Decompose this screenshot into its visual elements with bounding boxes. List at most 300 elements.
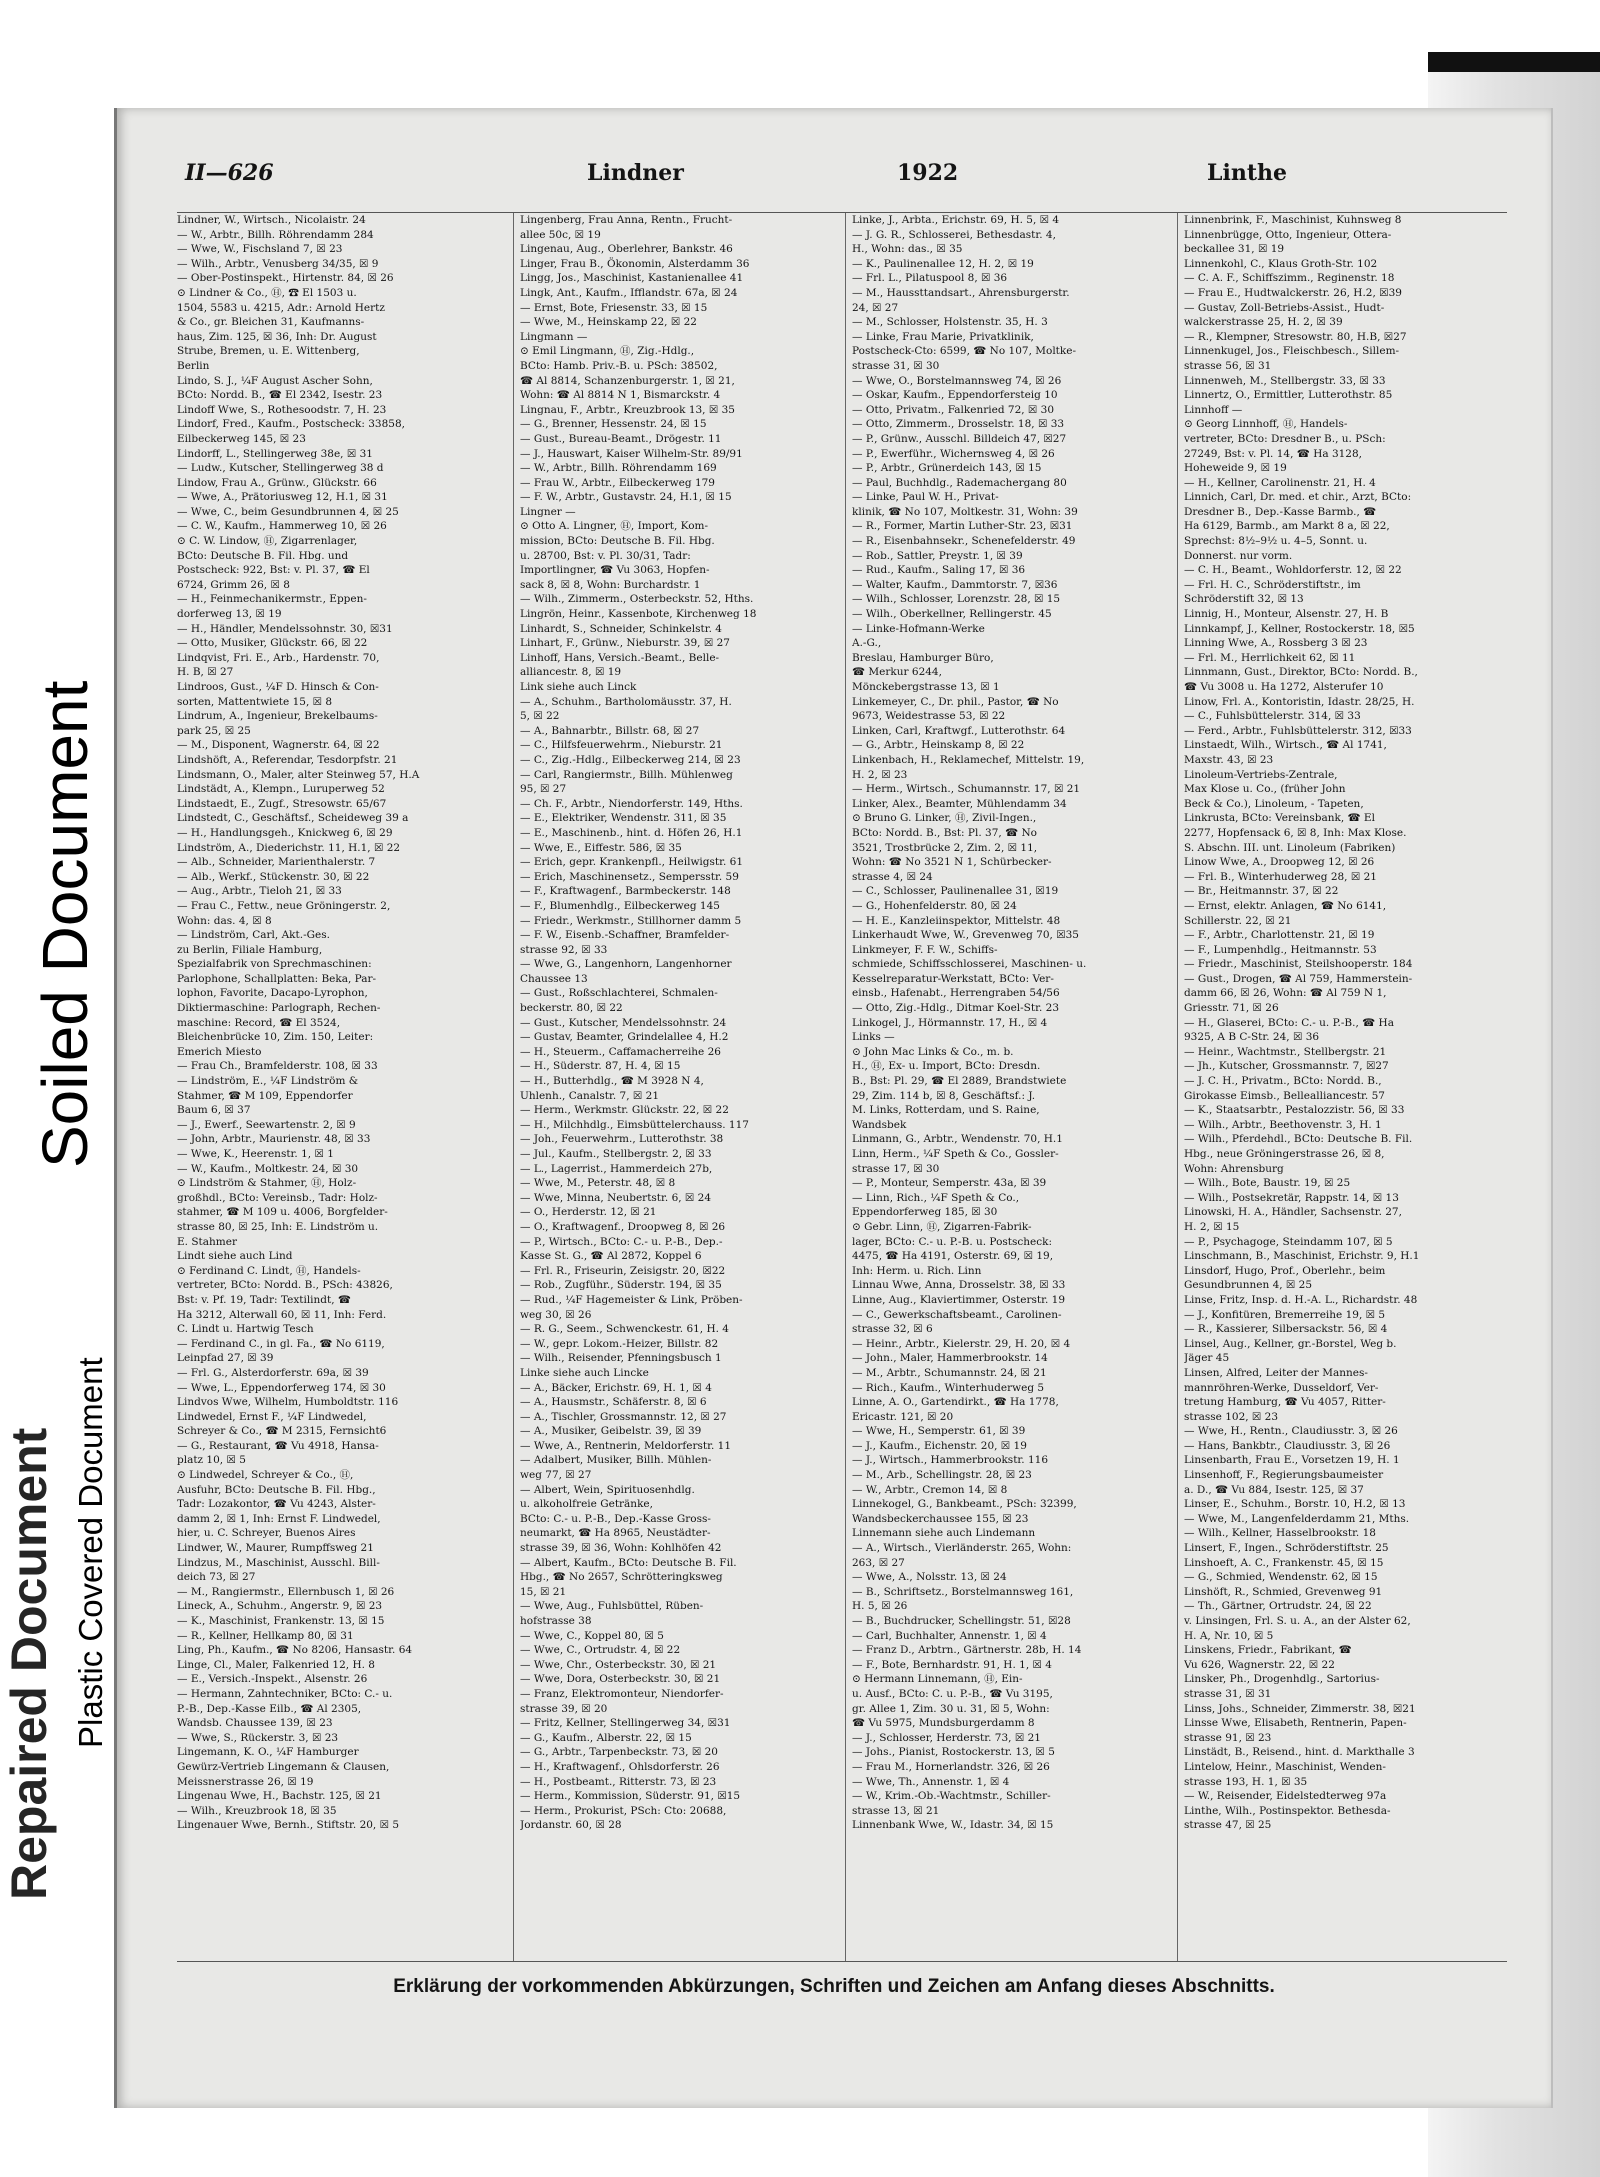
directory-entry-line: — Gust., Kutscher, Mendelssohnstr. 24 bbox=[520, 1016, 727, 1029]
directory-entry-line: — Hermann, Zahntechniker, BCto: C.- u. bbox=[177, 1687, 393, 1700]
directory-entry-line: 2277, Hopfensack 6, ☒ 8, Inh: Max Klose. bbox=[1184, 826, 1407, 839]
directory-entry-line: Wandsb. Chaussee 139, ☒ 23 bbox=[177, 1717, 333, 1730]
directory-entry-line: — Wwe, E., Eiffestr. 586, ☒ 35 bbox=[520, 841, 682, 854]
directory-entry-line: Linse, Fritz, Insp. d. H.-A. L., Richardstr. 48 bbox=[1184, 1293, 1418, 1306]
directory-entry-line: — Wwe, Th., Annenstr. 1, ☒ 4 bbox=[852, 1775, 1010, 1788]
directory-entry-line: — Rob., Zugführ., Süderstr. 194, ☒ 35 bbox=[520, 1279, 722, 1292]
directory-entry-line: B., Bst: Pl. 29, ☎ El 2889, Brandstwiete bbox=[852, 1075, 1067, 1088]
directory-entry-line: Linke, J., Arbta., Erichstr. 69, H. 5, ☒ 4 bbox=[852, 214, 1060, 226]
directory-entry-line: — Rob., Sattler, Preystr. 1, ☒ 39 bbox=[852, 549, 1023, 562]
directory-entry-line: u. alkoholfreie Getränke, bbox=[520, 1498, 653, 1511]
directory-entry-line: — H., Glaserei, BCto: C.- u. P.-B., ☎ Ha bbox=[1184, 1016, 1394, 1029]
directory-entry-line: — K., Maschinist, Frankenstr. 13, ☒ 15 bbox=[177, 1615, 385, 1627]
directory-entry-line: Wandsbeckerchaussee 155, ☒ 23 bbox=[852, 1512, 1029, 1525]
directory-entry-line: walckerstrasse 25, H. 2, ☒ 39 bbox=[1184, 316, 1343, 329]
directory-entry-line: — Rud., ¼F Hagemeister & Link, Pröben- bbox=[520, 1293, 743, 1306]
directory-entry-line: deich 73, ☒ 27 bbox=[177, 1571, 256, 1584]
plastic-covered-document-label: Plastic Covered Document bbox=[72, 1357, 109, 1748]
directory-entry-line: Linnenkugel, Jos., Fleischbesch., Sillem- bbox=[1184, 345, 1400, 358]
directory-entry-line: damm 66, ☒ 26, Wohn: ☎ Al 759 N 1, bbox=[1184, 987, 1387, 1000]
directory-entry-line: — Rich., Kaufm., Winterhuderweg 5 bbox=[852, 1381, 1045, 1394]
directory-entry-line: — H., Steuerm., Caffamacherreihe 26 bbox=[520, 1045, 721, 1058]
directory-entry-line: Lingenberg, Frau Anna, Rentn., Frucht- bbox=[520, 214, 733, 226]
directory-entry-line: ☎ Vu 5975, Mundsburgerdamm 8 bbox=[852, 1717, 1035, 1730]
directory-entry-line: — F., Arbtr., Charlottenstr. 21, ☒ 19 bbox=[1184, 929, 1375, 942]
directory-entry-line: 27249, Bst: v. Pl. 14, ☎ Ha 3128, bbox=[1184, 447, 1363, 460]
directory-entry-line: Girokasse Eimsb., Bellealliancestr. 57 bbox=[1184, 1089, 1385, 1102]
directory-entry-line: Linsdorf, Hugo, Prof., Oberlehr., beim bbox=[1184, 1264, 1386, 1277]
directory-entry-line: ⊙ Gebr. Linn, Ⓗ, Zigarren-Fabrik- bbox=[852, 1220, 1032, 1233]
directory-entry-line: Bst: v. Pf. 19, Tadr: Textilindt, ☎ bbox=[177, 1293, 351, 1306]
directory-entry-line: — Gust., Roßschlachterei, Schmalen- bbox=[520, 987, 718, 1000]
directory-entry-line: strasse 47, ☒ 25 bbox=[1184, 1819, 1272, 1832]
header-first-entry-word: Lindner bbox=[587, 160, 684, 186]
directory-entry-line: — Walter, Kaufm., Dammtorstr. 7, ☒36 bbox=[852, 578, 1058, 591]
directory-entry-line: — John., Maler, Hammerbrookstr. 14 bbox=[852, 1352, 1048, 1365]
directory-entry-line: Linnenbank Wwe, W., Idastr. 34, ☒ 15 bbox=[852, 1819, 1054, 1832]
directory-entry-line: Lindner, W., Wirtsch., Nicolaistr. 24 bbox=[177, 214, 366, 226]
directory-entry-line: — Frau E., Hudtwalckerstr. 26, H.2, ☒39 bbox=[1184, 286, 1402, 299]
directory-entry-line: — Adalbert, Musiker, Billh. Mühlen- bbox=[520, 1454, 712, 1467]
directory-entry-line: Lindoff Wwe, S., Rothesoodstr. 7, H. 23 bbox=[177, 403, 387, 416]
directory-entry-line: — W., Kaufm., Moltkestr. 24, ☒ 30 bbox=[177, 1162, 359, 1175]
directory-entry-line: Lindström, A., Diederichstr. 11, H.1, ☒ 22 bbox=[177, 841, 401, 854]
directory-entry-line: — Gustav, Zoll-Betriebs-Assist., Hudt- bbox=[1184, 301, 1385, 314]
directory-entry-line: — Wilh., Schlosser, Lorenzstr. 28, ☒ 15 bbox=[852, 593, 1061, 606]
directory-entry-line: u. Ausf., BCto: C. u. P.-B., ☎ Vu 3195, bbox=[852, 1687, 1053, 1700]
directory-entry-line: haus, Zim. 125, ☒ 36, Inh: Dr. August bbox=[177, 330, 377, 343]
directory-entry-line: beckerstr. 80, ☒ 22 bbox=[520, 1002, 623, 1015]
directory-entry-line: — Joh., Feuerwehrm., Lutterothstr. 38 bbox=[520, 1133, 724, 1146]
directory-entry-line: — W., Arbtr., Billh. Röhrendamm 284 bbox=[177, 228, 374, 241]
directory-entry-line: — K., Paulinenallee 12, H. 2, ☒ 19 bbox=[852, 257, 1034, 270]
directory-entry-line: — A., Bahnarbtr., Billstr. 68, ☒ 27 bbox=[520, 724, 700, 737]
directory-entry-line: — R., Kellner, Hellkamp 80, ☒ 31 bbox=[177, 1629, 354, 1642]
directory-entry-line: — Gust., Drogen, ☎ Al 759, Hammerstein- bbox=[1184, 972, 1413, 985]
directory-entry-line: Linnenbrügge, Otto, Ingenieur, Ottera- bbox=[1184, 228, 1392, 241]
repaired-document-label: Repaired Document bbox=[1, 1427, 57, 1900]
directory-entry-line: — F., Blumenhdlg., Eilbeckerweg 145 bbox=[520, 899, 720, 912]
directory-entry-line: — Wilh., Kreuzbrook 18, ☒ 35 bbox=[177, 1804, 337, 1817]
directory-entry-line: — Ch. F., Arbtr., Niendorferstr. 149, Hths. bbox=[520, 797, 743, 810]
directory-entry-line: Chaussee 13 bbox=[520, 972, 588, 985]
directory-entry-line: — Alb., Schneider, Marienthalerstr. 7 bbox=[177, 856, 376, 869]
directory-entry-line: vertreter, BCto: Nordd. B., PSch: 43826, bbox=[177, 1279, 393, 1292]
directory-entry-line: — Carl, Rangiermstr., Billh. Mühlenweg bbox=[520, 768, 733, 781]
directory-entry-line: — Wwe, Dora, Osterbeckstr. 30, ☒ 21 bbox=[520, 1673, 721, 1686]
directory-entry-line: — Wwe, C., Koppel 80, ☒ 5 bbox=[520, 1629, 664, 1642]
directory-entry-line: ⊙ Emil Lingmann, Ⓗ, Zig.-Hdlg., bbox=[520, 345, 695, 358]
directory-entry-line: — C. A. F., Schiffszimm., Reginenstr. 18 bbox=[1184, 272, 1395, 285]
directory-entry-line: Linning Wwe, A., Rossberg 3 ☒ 23 bbox=[1184, 637, 1368, 650]
directory-entry-line: mission, BCto: Deutsche B. Fil. Hbg. bbox=[520, 535, 715, 548]
directory-entry-line: — F. W., Eisenb.-Schaffner, Bramfelder- bbox=[520, 929, 730, 942]
directory-entry-line: — G., Arbtr., Heinskamp 8, ☒ 22 bbox=[852, 739, 1025, 752]
directory-entry-line: Eilbeckerweg 145, ☒ 23 bbox=[177, 432, 306, 445]
directory-entry-line: BCto: Deutsche B. Fil. Hbg. und bbox=[177, 549, 349, 562]
directory-entry-line: 95, ☒ 27 bbox=[520, 783, 567, 796]
directory-entry-line: Postscheck: 922, Bst: v. Pl. 37, ☎ El bbox=[177, 564, 370, 577]
directory-entry-line: — Br., Heitmannstr. 37, ☒ 22 bbox=[1184, 885, 1339, 898]
directory-entry-line: Linnmann, Gust., Direktor, BCto: Nordd. B., bbox=[1184, 666, 1418, 679]
directory-entry-line: Meissnerstrasse 26, ☒ 19 bbox=[177, 1775, 314, 1788]
header-last-entry-word: Linthe bbox=[1207, 160, 1287, 186]
directory-entry-line: Linnau Wwe, Anna, Drosselstr. 38, ☒ 33 bbox=[852, 1279, 1066, 1292]
directory-entry-line: schmiede, Schiffsschlosserei, Maschinen- u. bbox=[852, 958, 1087, 971]
directory-entry-line: — Otto, Privatm., Falkenried 72, ☒ 30 bbox=[852, 403, 1055, 416]
directory-entry-line: Linmann, G., Arbtr., Wendenstr. 70, H.1 bbox=[852, 1133, 1063, 1146]
directory-entry-line: Linker, Alex., Beamter, Mühlendamm 34 bbox=[852, 797, 1067, 810]
directory-entry-line: P.-B., Dep.-Kasse Eilb., ☎ Al 2305, bbox=[177, 1702, 362, 1715]
directory-entry-line: BCto: Hamb. Priv.-B. u. PSch: 38502, bbox=[520, 359, 718, 372]
directory-entry-line: Linsert, F., Ingen., Schröderstiftstr. 25 bbox=[1184, 1542, 1389, 1555]
directory-entry-line: park 25, ☒ 25 bbox=[177, 724, 251, 737]
directory-entry-line: — M., Haussttandsart., Ahrensburgerstr. bbox=[852, 286, 1070, 299]
directory-entry-line: — W., Arbtr., Cremon 14, ☒ 8 bbox=[852, 1483, 1008, 1496]
directory-entry-line: Linne, Aug., Klaviertimmer, Osterstr. 19 bbox=[852, 1293, 1066, 1306]
directory-entry-line: — Albert, Kaufm., BCto: Deutsche B. Fil. bbox=[520, 1556, 737, 1569]
directory-entry-line: — W., Reisender, Eidelstedterweg 97a bbox=[1184, 1790, 1387, 1803]
directory-entry-line: Linken, Carl, Kraftwgf., Lutterothstr. 64 bbox=[852, 724, 1066, 737]
directory-entry-line: Lingrön, Heinr., Kassenbote, Kirchenweg 18 bbox=[520, 608, 757, 621]
directory-entry-line: — R. G., Seem., Schwenckestr. 61, H. 4 bbox=[520, 1323, 729, 1336]
directory-entry-line: — J. C. H., Privatm., BCto: Nordd. B., bbox=[1184, 1075, 1382, 1088]
directory-entry-line: — Linke, Paul W. H., Privat- bbox=[852, 491, 999, 504]
directory-entry-line: — Wwe, C., Ortrudstr. 4, ☒ 22 bbox=[520, 1644, 681, 1657]
directory-entry-line: — Frau W., Arbtr., Eilbeckerweg 179 bbox=[520, 476, 715, 489]
directory-entry-line: — Wwe, G., Langenhorn, Langenhorner bbox=[520, 958, 732, 971]
directory-entry-line: — Heinr., Arbtr., Kielerstr. 29, H. 20, ☒ 4 bbox=[852, 1337, 1071, 1350]
directory-entry-line: Baum 6, ☒ 37 bbox=[177, 1104, 251, 1117]
directory-entry-line: E. Stahmer bbox=[177, 1235, 237, 1248]
directory-entry-line: platz 10, ☒ 5 bbox=[177, 1454, 246, 1467]
directory-entry-line: Linn, Herm., ¼F Speth & Co., Gossler- bbox=[852, 1148, 1059, 1160]
directory-entry-line: — E., Elektriker, Wendenstr. 311, ☒ 35 bbox=[520, 812, 727, 825]
directory-entry-line: Linskens, Friedr., Fabrikant, ☎ bbox=[1184, 1644, 1352, 1657]
directory-entry-line: Linkerhaudt Wwe, W., Grevenweg 70, ☒35 bbox=[852, 929, 1079, 942]
directory-entry-line: — Ernst, elektr. Anlagen, ☎ No 6141, bbox=[1184, 899, 1387, 912]
directory-entry-line: — A., Musiker, Geibelstr. 39, ☒ 39 bbox=[520, 1425, 702, 1438]
page-number: II—626 bbox=[185, 160, 274, 186]
directory-entry-line: beckallee 31, ☒ 19 bbox=[1184, 243, 1285, 256]
directory-entry-line: — M., Arb., Schellingstr. 28, ☒ 23 bbox=[852, 1469, 1032, 1482]
directory-entry-line: Griesstr. 71, ☒ 26 bbox=[1184, 1002, 1279, 1015]
directory-entry-line: ⊙ Lindwedel, Schreyer & Co., Ⓗ, bbox=[177, 1469, 354, 1482]
directory-entry-line: Link siehe auch Linck bbox=[520, 681, 637, 693]
directory-entry-line: strasse 31, ☒ 31 bbox=[1184, 1687, 1272, 1700]
directory-entry-line: — Oskar, Kaufm., Eppendorfersteig 10 bbox=[852, 389, 1058, 402]
directory-entry-line: Linnkampf, J., Kellner, Rostockerstr. 18, ☒5 bbox=[1184, 622, 1415, 635]
directory-entry-line: Lindroos, Gust., ¼F D. Hinsch & Con- bbox=[177, 681, 379, 693]
directory-entry-line: H. A, Nr. 10, ☒ 5 bbox=[1184, 1629, 1274, 1642]
directory-entry-line: Lindwedel, Ernst F., ¼F Lindwedel, bbox=[177, 1410, 367, 1423]
directory-entry-line: klinik, ☎ No 107, Moltkestr. 31, Wohn: 39 bbox=[852, 505, 1078, 518]
directory-entry-line: — H., Feinmechanikermstr., Eppen- bbox=[177, 593, 367, 606]
directory-entry-line: — A., Schuhm., Bartholomäusstr. 37, H. bbox=[520, 695, 732, 708]
directory-entry-line: Wohn: ☎ Al 8814 N 1, Bismarckstr. 4 bbox=[520, 389, 721, 402]
directory-entry-line: — H., Händler, Mendelssohnstr. 30, ☒31 bbox=[177, 622, 393, 635]
directory-entry-line: — Wilh., Arbtr., Venusberg 34/35, ☒ 9 bbox=[177, 257, 379, 270]
directory-entry-line: — Herm., Prokurist, PSch: Cto: 20688, bbox=[520, 1804, 727, 1817]
directory-entry-line: dorferweg 13, ☒ 19 bbox=[177, 608, 282, 621]
directory-entry-line: — Lindström, E., ¼F Lindström & bbox=[177, 1075, 359, 1088]
directory-entry-line: — G., Kaufm., Alberstr. 22, ☒ 15 bbox=[520, 1731, 692, 1744]
directory-entry-line: Lingenauer Wwe, Bernh., Stiftstr. 20, ☒ 5 bbox=[177, 1819, 400, 1832]
directory-entry-line: Schillerstr. 22, ☒ 21 bbox=[1184, 914, 1292, 927]
directory-entry-line: H. 2, ☒ 15 bbox=[1184, 1220, 1240, 1233]
directory-entry-line: ⊙ Georg Linnhoff, Ⓗ, Handels- bbox=[1184, 418, 1348, 431]
directory-entry-line: strasse 32, ☒ 6 bbox=[852, 1323, 933, 1336]
directory-entry-line: A.-G., bbox=[852, 637, 882, 650]
page-header bbox=[177, 156, 1477, 196]
directory-entry-line: lophon, Favorite, Dacapo-Lyrophon, bbox=[177, 987, 368, 1000]
directory-entry-line: — Herm., Wirtsch., Schumannstr. 17, ☒ 21 bbox=[852, 783, 1081, 796]
directory-entry-line: — E., Maschinenb., hint. d. Höfen 26, H.1 bbox=[520, 826, 743, 839]
directory-entry-line: 4475, ☎ Ha 4191, Osterstr. 69, ☒ 19, bbox=[852, 1250, 1054, 1263]
directory-entry-line: Wohn: ☎ No 3521 N 1, Schürbecker- bbox=[852, 856, 1052, 869]
directory-entry-line: — A., Wirtsch., Vierländerstr. 265, Wohn: bbox=[852, 1542, 1072, 1555]
directory-entry-line: sorten, Mattentwiete 15, ☒ 8 bbox=[177, 695, 333, 708]
directory-entry-line: — B., Buchdrucker, Schellingstr. 51, ☒28 bbox=[852, 1615, 1071, 1627]
directory-entry-line: ☎ Al 8814, Schanzenburgerstr. 1, ☒ 21, bbox=[520, 374, 735, 387]
directory-entry-line: — Franz, Elektromonteur, Niendorfer- bbox=[520, 1687, 724, 1700]
directory-entry-line: Ha 6129, Barmb., am Markt 8 a, ☒ 22, bbox=[1184, 520, 1390, 533]
directory-entry-line: BCto: Nordd. B., ☎ El 2342, Isestr. 23 bbox=[177, 389, 383, 402]
directory-entry-line: ☎ Merkur 6244, bbox=[852, 666, 942, 679]
directory-entry-line: ⊙ John Mac Links & Co., m. b. bbox=[852, 1045, 1014, 1058]
directory-column-1 bbox=[177, 213, 497, 1961]
directory-entry-line: ⊙ Otto A. Lingner, Ⓗ, Import, Kom- bbox=[520, 520, 709, 533]
directory-entry-line: — H., Süderstr. 87, H. 4, ☒ 15 bbox=[520, 1060, 681, 1073]
directory-entry-line: Jäger 45 bbox=[1184, 1352, 1230, 1365]
directory-entry-line: — Wwe, M., Peterstr. 48, ☒ 8 bbox=[520, 1177, 676, 1190]
directory-entry-line: — G., Restaurant, ☎ Vu 4918, Hansa- bbox=[177, 1439, 379, 1452]
directory-entry-line: Lingenau Wwe, H., Bachstr. 125, ☒ 21 bbox=[177, 1790, 382, 1803]
directory-entry-line: Linsker, Ph., Drogenhdlg., Sartorius- bbox=[1184, 1673, 1380, 1686]
directory-entry-line: zu Berlin, Filiale Hamburg, bbox=[177, 943, 323, 956]
directory-entry-line: — Wwe, L., Eppendorferweg 174, ☒ 30 bbox=[177, 1381, 386, 1394]
directory-entry-line: Breslau, Hamburger Büro, bbox=[852, 651, 994, 664]
directory-entry-line: — H., Kraftwagenf., Ohlsdorferstr. 26 bbox=[520, 1760, 720, 1773]
directory-entry-line: — R., Eisenbahnsekr., Schenefelderstr. 49 bbox=[852, 535, 1076, 548]
directory-entry-line: — Wwe, K., Heerenstr. 1, ☒ 1 bbox=[177, 1148, 334, 1160]
directory-entry-line: neumarkt, ☎ Ha 8965, Neustädter- bbox=[520, 1527, 711, 1540]
directory-entry-line: Maxstr. 43, ☒ 23 bbox=[1184, 753, 1274, 766]
directory-entry-line: Lingner — bbox=[520, 505, 576, 518]
directory-entry-line: Lintelow, Heinr., Maschinist, Wenden- bbox=[1184, 1760, 1386, 1773]
directory-entry-line: — Ludw., Kutscher, Stellingerweg 38 d bbox=[177, 462, 384, 475]
directory-entry-line: BCto: C.- u. P.-B., Dep.-Kasse Gross- bbox=[520, 1512, 711, 1525]
directory-entry-line: — P., Ewerführ., Wichernsweg 4, ☒ 26 bbox=[852, 447, 1055, 460]
directory-entry-line: — Ernst, Bote, Friesenstr. 33, ☒ 15 bbox=[520, 301, 708, 314]
directory-entry-line: maschine: Record, ☎ El 3524, bbox=[177, 1016, 341, 1029]
directory-entry-line: — F., Kraftwagenf., Barmbeckerstr. 148 bbox=[520, 885, 731, 898]
directory-entry-line: weg 77, ☒ 27 bbox=[520, 1469, 592, 1482]
directory-entry-line: — E., Versich.-Inspekt., Alsenstr. 26 bbox=[177, 1673, 368, 1686]
directory-entry-line: — M., Disponent, Wagnerstr. 64, ☒ 22 bbox=[177, 739, 380, 752]
directory-entry-line: — Wwe, M., Heinskamp 22, ☒ 22 bbox=[520, 316, 697, 329]
directory-entry-line: Uhlenh., Canalstr. 7, ☒ 21 bbox=[520, 1089, 660, 1102]
directory-entry-line: strasse 91, ☒ 23 bbox=[1184, 1731, 1272, 1744]
directory-entry-line: Strube, Bremen, u. E. Wittenberg, bbox=[177, 345, 360, 358]
directory-entry-line: Linge, Cl., Maler, Falkenried 12, H. 8 bbox=[177, 1658, 375, 1671]
directory-entry-line: — Wilh., Oberkellner, Rellingerstr. 45 bbox=[852, 608, 1052, 621]
directory-entry-line: Linhoff, Hans, Versich.-Beamt., Belle- bbox=[520, 651, 720, 664]
directory-entry-line: Emerich Miesto bbox=[177, 1045, 262, 1058]
directory-entry-line: — P., Wirtsch., BCto: C.- u. P.-B., Dep.- bbox=[520, 1235, 723, 1248]
directory-entry-line: einsb., Hafenabt., Herrengraben 54/56 bbox=[852, 987, 1060, 1000]
directory-entry-line: — C., Hilfsfeuerwehrm., Nieburstr. 21 bbox=[520, 739, 723, 752]
directory-entry-line: Linstaedt, Wilh., Wirtsch., ☎ Al 1741, bbox=[1184, 739, 1387, 752]
directory-entry-line: tretung Hamburg, ☎ Vu 4057, Ritter- bbox=[1184, 1396, 1386, 1409]
directory-entry-line: 1504, 5583 u. 4215, Adr.: Arnold Hertz bbox=[177, 301, 385, 314]
directory-entry-line: — John, Arbtr., Maurienstr. 48, ☒ 33 bbox=[177, 1133, 371, 1146]
directory-entry-line: Hbg., ☎ No 2657, Schrötteringksweg bbox=[520, 1571, 723, 1584]
directory-entry-line: Linnertz, O., Ermittler, Lutterothstr. 85 bbox=[1184, 389, 1393, 402]
directory-entry-line: Bleichenbrücke 10, Zim. 150, Leiter: bbox=[177, 1031, 374, 1044]
directory-entry-line: strasse 56, ☒ 31 bbox=[1184, 359, 1272, 372]
directory-entry-line: C. Lindt u. Hartwig Tesch bbox=[177, 1323, 314, 1336]
directory-entry-line: — Gustav, Beamter, Grindelallee 4, H.2 bbox=[520, 1031, 729, 1044]
directory-entry-line: — Otto, Musiker, Glückstr. 66, ☒ 22 bbox=[177, 637, 368, 650]
directory-entry-line: Gesundbrunnen 4, ☒ 25 bbox=[1184, 1279, 1313, 1292]
directory-entry-line: — C. W., Kaufm., Hammerweg 10, ☒ 26 bbox=[177, 520, 387, 533]
directory-entry-line: — J., Hauswart, Kaiser Wilhelm-Str. 89/91 bbox=[520, 447, 743, 460]
directory-entry-line: Linshoeft, A. C., Frankenstr. 45, ☒ 15 bbox=[1184, 1556, 1384, 1569]
directory-entry-line: BCto: Nordd. B., Bst: Pl. 37, ☎ No bbox=[852, 826, 1037, 839]
directory-entry-line: H. 2, ☒ 23 bbox=[852, 768, 908, 781]
directory-entry-line: — Wilh., Arbtr., Beethovenstr. 3, H. 1 bbox=[1184, 1118, 1382, 1131]
directory-entry-line: Linhart, F., Grünw., Nieburstr. 39, ☒ 27 bbox=[520, 637, 730, 650]
directory-entry-line: — Frl. L., Pilatuspool 8, ☒ 36 bbox=[852, 272, 1008, 285]
directory-entry-line: u. 28700, Bst: v. Pl. 30/31, Tadr: bbox=[520, 549, 691, 562]
directory-entry-line: Jordanstr. 60, ☒ 28 bbox=[520, 1819, 622, 1832]
directory-entry-line: 3521, Trostbrücke 2, Zim. 2, ☒ 11, bbox=[852, 841, 1038, 854]
directory-entry-line: 29, Zim. 114 b, ☒ 8, Geschäftsf.: J. bbox=[852, 1089, 1036, 1102]
directory-columns bbox=[177, 212, 1507, 1962]
directory-entry-line: — Paul, Buchhdlg., Rademachergang 80 bbox=[852, 476, 1067, 489]
directory-entry-line: Linnhoff — bbox=[1184, 403, 1243, 416]
directory-entry-line: Linschmann, B., Maschinist, Erichstr. 9, H.1 bbox=[1184, 1250, 1420, 1263]
directory-entry-line: — Gust., Bureau-Beamt., Drögestr. 11 bbox=[520, 432, 722, 445]
directory-entry-line: — Wilh., Reisender, Pfenningsbusch 1 bbox=[520, 1352, 722, 1365]
directory-entry-line: — Erich, gepr. Krankenpfl., Heilwigstr. 61 bbox=[520, 856, 744, 869]
directory-entry-line: sack 8, ☒ 8, Wohn: Burchardstr. 1 bbox=[520, 578, 701, 591]
directory-entry-line: — M., Schlosser, Holstenstr. 35, H. 3 bbox=[852, 316, 1048, 329]
directory-entry-line: Berlin bbox=[177, 359, 210, 372]
directory-entry-line: Kasse St. G., ☎ Al 2872, Koppel 6 bbox=[520, 1250, 702, 1263]
directory-entry-line: — J. G. R., Schlosserei, Bethesdastr. 4, bbox=[852, 228, 1056, 241]
directory-entry-line: — Albert, Wein, Spirituosenhdlg. bbox=[520, 1483, 695, 1496]
directory-entry-line: Linow Wwe, A., Droopweg 12, ☒ 26 bbox=[1184, 856, 1375, 869]
directory-entry-line: — H. E., Kanzleiinspektor, Mittelstr. 48 bbox=[852, 914, 1061, 927]
directory-entry-line: — Heinr., Wachtmstr., Stellbergstr. 21 bbox=[1184, 1045, 1387, 1058]
directory-entry-line: Lingemann, K. O., ¼F Hamburger bbox=[177, 1746, 359, 1759]
directory-entry-line: Linkmeyer, F. F. W., Schiffs- bbox=[852, 943, 998, 956]
directory-entry-line: lager, BCto: C.- u. P.-B. u. Postscheck: bbox=[852, 1235, 1053, 1248]
directory-entry-line: — Ferdinand C., in gl. Fa., ☎ No 6119, bbox=[177, 1337, 385, 1350]
directory-entry-line: — Otto, Zimmerm., Drosselstr. 18, ☒ 33 bbox=[852, 418, 1065, 431]
directory-entry-line: — C. H., Beamt., Wohldorferstr. 12, ☒ 22 bbox=[1184, 564, 1402, 577]
directory-entry-line: Beck & Co.), Linoleum, - Tapeten, bbox=[1184, 797, 1364, 810]
directory-entry-line: ⊙ Ferdinand C. Lindt, Ⓗ, Handels- bbox=[177, 1264, 361, 1277]
directory-entry-line: ⊙ Lindner & Co., Ⓗ, ☎ El 1503 u. bbox=[177, 286, 357, 299]
directory-entry-line: ⊙ Hermann Linnemann, Ⓗ, Ein- bbox=[852, 1673, 1023, 1686]
directory-entry-line: — W., gepr. Lokom.-Heizer, Billstr. 82 bbox=[520, 1337, 719, 1350]
directory-entry-line: Linger, Frau B., Ökonomin, Alsterdamm 36 bbox=[520, 257, 750, 270]
directory-entry-line: — Frau M., Hornerlandstr. 326, ☒ 26 bbox=[852, 1760, 1050, 1773]
directory-entry-line: Inh: Herm. u. Rich. Linn bbox=[852, 1264, 982, 1277]
directory-entry-line: Lingg, Jos., Maschinist, Kastanienallee 41 bbox=[520, 272, 744, 285]
directory-entry-line: — Herm., Kommission, Süderstr. 91, ☒15 bbox=[520, 1790, 741, 1803]
directory-entry-line: Lindo, S. J., ¼F August Ascher Sohn, bbox=[177, 374, 373, 387]
directory-entry-line: Linkenbach, H., Reklamechef, Mittelstr. 19, bbox=[852, 753, 1085, 766]
directory-entry-line: Wohn: Ahrensburg bbox=[1184, 1162, 1284, 1175]
directory-entry-line: Dresdner B., Dep.-Kasse Barmb., ☎ bbox=[1184, 505, 1377, 518]
directory-entry-line: Linthe, Wilh., Postinspektor. Bethesda- bbox=[1184, 1804, 1391, 1817]
directory-entry-line: hier, u. C. Schreyer, Buenos Aires bbox=[177, 1527, 356, 1540]
directory-entry-line: — Frl. H. C., Schröderstiftstr., im bbox=[1184, 578, 1361, 591]
directory-entry-line: Schröderstift 32, ☒ 13 bbox=[1184, 593, 1304, 606]
directory-entry-line: — J., Wirtsch., Hammerbrookstr. 116 bbox=[852, 1454, 1048, 1467]
directory-entry-line: — Wilh., Zimmerm., Osterbeckstr. 52, Hths. bbox=[520, 593, 754, 606]
scanned-directory-page bbox=[114, 108, 1553, 2108]
directory-entry-line: — Frl. B., Winterhuderweg 28, ☒ 21 bbox=[1184, 870, 1377, 883]
directory-entry-line: Linkemeyer, C., Dr. phil., Pastor, ☎ No bbox=[852, 695, 1059, 708]
directory-entry-line: Lindqvist, Fri. E., Arb., Hardenstr. 70, bbox=[177, 651, 380, 664]
directory-entry-line: strasse 92, ☒ 33 bbox=[520, 943, 608, 956]
directory-entry-line: — C., Gewerkschaftsbeamt., Carolinen- bbox=[852, 1308, 1062, 1321]
directory-entry-line: strasse 31, ☒ 30 bbox=[852, 359, 940, 372]
directory-entry-line: — Wilh., Kellner, Hasselbrookstr. 18 bbox=[1184, 1527, 1376, 1540]
directory-entry-line: Lindt siehe auch Lind bbox=[177, 1250, 293, 1263]
directory-entry-line: Postscheck-Cto: 6599, ☎ No 107, Moltke- bbox=[852, 345, 1077, 358]
directory-entry-line: — F., Bote, Bernhardstr. 91, H. 1, ☒ 4 bbox=[852, 1658, 1052, 1671]
directory-entry-line: Linkogel, J., Hörmannstr. 17, H., ☒ 4 bbox=[852, 1016, 1048, 1029]
directory-entry-line: — Linke-Hofmann-Werke bbox=[852, 622, 985, 635]
directory-entry-line: Max Klose u. Co., (früher John bbox=[1184, 783, 1346, 796]
directory-entry-line: — G., Hohenfelderstr. 80, ☒ 24 bbox=[852, 899, 1017, 912]
directory-entry-line: stahmer, ☎ M 109 u. 4006, Borgfelder- bbox=[177, 1206, 388, 1219]
directory-entry-line: — G., Schmied, Wendenstr. 62, ☒ 15 bbox=[1184, 1571, 1378, 1584]
directory-entry-line: allee 50c, ☒ 19 bbox=[520, 228, 601, 241]
directory-entry-line: Linowski, H. A., Händler, Sachsenstr. 27, bbox=[1184, 1206, 1402, 1219]
directory-entry-line: Lindrum, A., Ingenieur, Brekelbaums- bbox=[177, 710, 378, 723]
directory-entry-line: Hoheweide 9, ☒ 19 bbox=[1184, 462, 1287, 475]
directory-entry-line: H. B, ☒ 27 bbox=[177, 666, 234, 679]
directory-entry-line: Diktiermaschine: Parlograph, Rechen- bbox=[177, 1002, 381, 1015]
directory-entry-line: hofstrasse 38 bbox=[520, 1615, 592, 1627]
directory-entry-line: a. D., ☎ Vu 884, Isestr. 125, ☒ 37 bbox=[1184, 1483, 1364, 1496]
directory-entry-line: strasse 193, H. 1, ☒ 35 bbox=[1184, 1775, 1308, 1788]
directory-entry-line: — J., Kaufm., Eichenstr. 20, ☒ 19 bbox=[852, 1439, 1027, 1452]
directory-entry-line: — P., Grünw., Ausschl. Billdeich 47, ☒27 bbox=[852, 432, 1067, 445]
directory-entry-line: alliancestr. 8, ☒ 19 bbox=[520, 666, 622, 679]
directory-entry-line: Links — bbox=[852, 1031, 895, 1044]
directory-entry-line: strasse 80, ☒ 25, Inh: E. Lindström u. bbox=[177, 1220, 379, 1233]
directory-entry-line: — Wwe, A., Nolsstr. 13, ☒ 24 bbox=[852, 1571, 1007, 1584]
directory-entry-line: Donnerst. nur vorm. bbox=[1184, 549, 1293, 562]
directory-entry-line: Linne, A. O., Gartendirkt., ☎ Ha 1778, bbox=[852, 1396, 1059, 1409]
directory-entry-line: — Wilh., Pferdehdl., BCto: Deutsche B. Fil. bbox=[1184, 1133, 1413, 1146]
directory-entry-line: — Alb., Werkf., Stückenstr. 30, ☒ 22 bbox=[177, 870, 370, 883]
directory-entry-line: 9673, Weidestrasse 53, ☒ 22 bbox=[852, 710, 1006, 723]
directory-entry-line: Linnenkohl, C., Klaus Groth-Str. 102 bbox=[1184, 257, 1378, 270]
directory-entry-line: 15, ☒ 21 bbox=[520, 1585, 567, 1598]
directory-entry-line: — Carl, Buchhalter, Annenstr. 1, ☒ 4 bbox=[852, 1629, 1047, 1642]
directory-entry-line: Sprechst: 8½–9½ u. 4–5, Sonnt. u. bbox=[1184, 535, 1368, 548]
directory-entry-line: Linnenbrink, F., Maschinist, Kuhnsweg 8 bbox=[1184, 214, 1402, 226]
